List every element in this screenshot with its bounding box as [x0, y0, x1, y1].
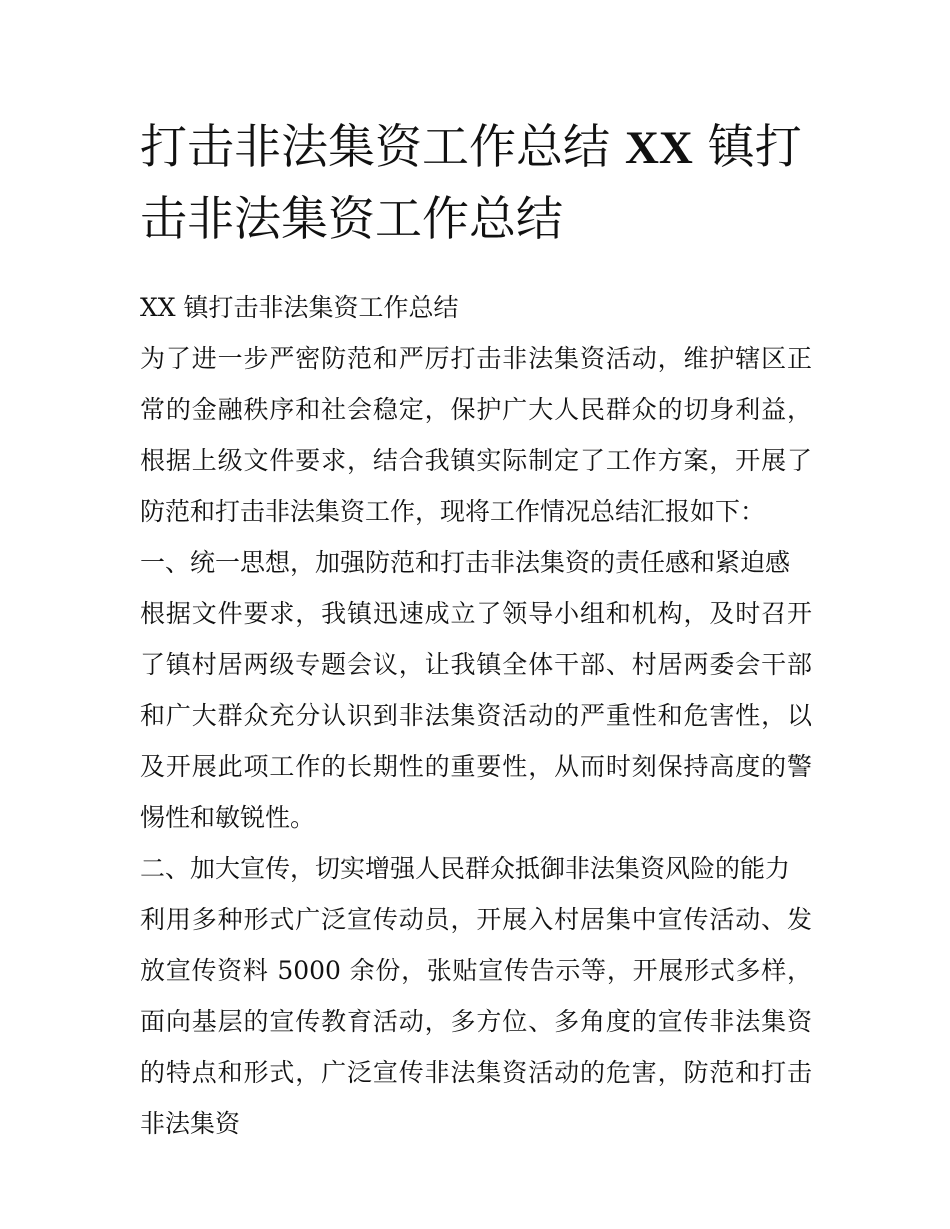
section1-paragraph: 根据文件要求，我镇迅速成立了领导小组和机构，及时召开了镇村居两级专题会议，让我镇全体干部、村居两委会干部和广大群众充分认识到非法集资活动的严重性和危害性，以及开展此项工作的长期性的重要性，从而时刻保持高度的警惕性和敏锐性。 — [140, 599, 812, 832]
title-text-part2: 镇打击非法集资工作总结 — [140, 120, 802, 247]
section2-paragraph: 利用多种形式广泛宣传动员，开展入村居集中宣传活动、发放宣传资料 5000 余份，张贴宣传告示等，开展形式多样，面向基层的宣传教育活动，多方位、多角度的宣传非法集资的特点和形式，广泛宣传非法集资活动的危害，防范和打击非法集资 — [140, 905, 812, 1138]
intro-paragraph: 为了进一步严密防范和严厉打击非法集资活动，维护辖区正常的金融秩序和社会稳定，保护广大人民群众的切身利益，根据上级文件要求，结合我镇实际制定了工作方案，开展了防范和打击非法集资工作，现将工作情况总结汇报如下： — [140, 344, 812, 526]
section1-heading: 一、统一思想，加强防范和打击非法集资的责任感和紧迫感 — [140, 548, 791, 577]
document-body — [140, 282, 812, 1149]
document-content — [140, 112, 812, 1149]
title-text-part1: 打击非法集资工作总结 — [140, 120, 625, 175]
section2-heading: 二、加大宣传，切实增强人民群众抵御非法集资风险的能力 — [140, 854, 791, 883]
title-text-bold: XX — [624, 122, 693, 174]
document-subtitle: XX 镇打击非法集资工作总结 — [140, 293, 459, 322]
document-title — [140, 112, 812, 256]
